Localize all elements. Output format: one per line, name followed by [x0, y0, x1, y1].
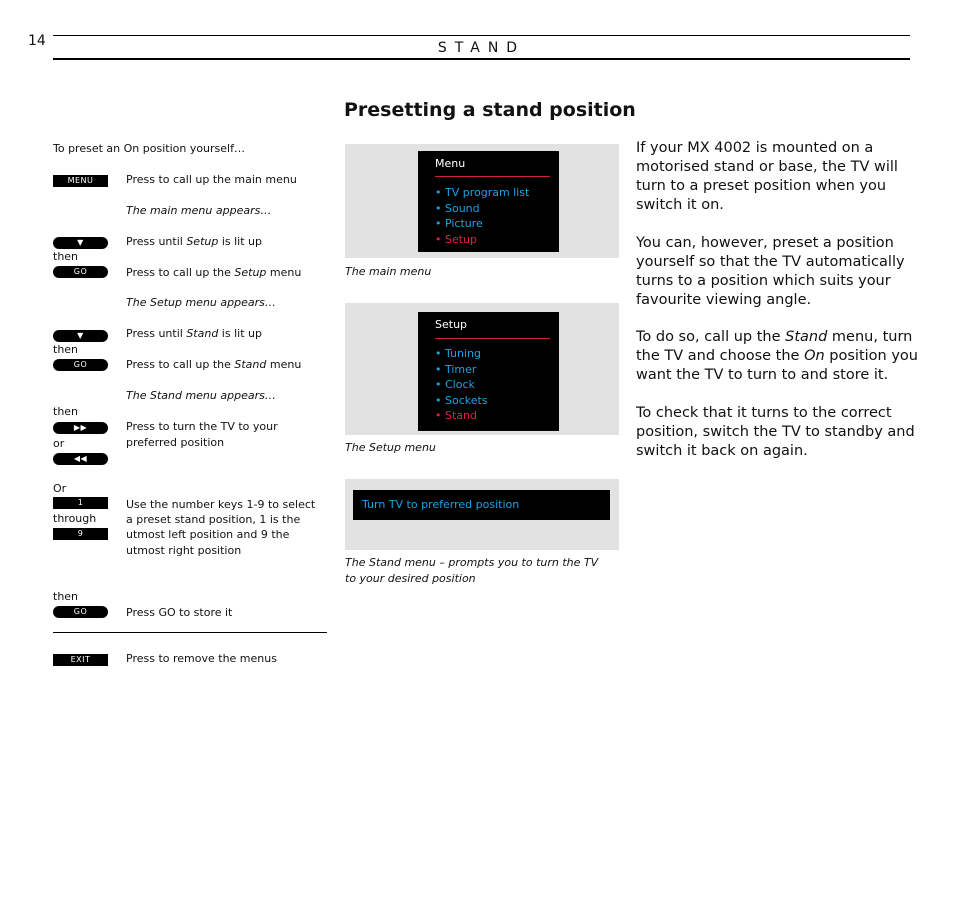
menu-item-picture: • Picture	[435, 217, 483, 231]
section-heading: Presetting a stand position	[344, 99, 636, 121]
step-divider	[53, 632, 327, 633]
number-nine-button: 9	[53, 528, 108, 540]
menu-underline	[435, 338, 550, 339]
number-one-button: 1	[53, 497, 108, 509]
step-turn-desc-2: preferred position	[126, 436, 225, 449]
step-num-desc-3: utmost left position and 9 the	[126, 528, 290, 541]
setup-menu-title: Setup	[435, 318, 468, 331]
body-paragraph-1: If your MX 4002 is mounted on a motorised stand or base, the TV will turn to a preset position when you switch it on.	[636, 140, 898, 213]
step-until-stand: Press until Stand is lit up	[126, 327, 262, 340]
stand-menu-screen	[353, 490, 610, 520]
menu-item-setup: • Setup	[435, 232, 478, 246]
step-until-setup: Press until Setup is lit up	[126, 235, 262, 248]
step-num-desc-2: a preset stand position, 1 is the	[126, 513, 301, 526]
setup-menu-list	[435, 346, 488, 424]
step-turn-desc-1: Press to turn the TV to your	[126, 420, 278, 433]
page-number: 14	[28, 33, 46, 49]
menu-item-timer: • Timer	[435, 362, 477, 376]
step-menu-desc: Press to call up the main menu	[126, 173, 297, 186]
main-menu-screen	[418, 151, 559, 252]
then-label: then	[53, 405, 79, 418]
then-label: then	[53, 343, 79, 356]
stand-menu-caption-2: to your desired position	[345, 572, 476, 585]
fast-forward-button: ▶▶	[53, 422, 108, 434]
step-stand-appears: The Stand menu appears…	[126, 389, 276, 402]
main-menu-title: Menu	[435, 157, 466, 170]
step-call-stand: Press to call up the Stand menu	[126, 358, 302, 371]
menu-button: MENU	[53, 175, 108, 187]
through-label: through	[53, 512, 97, 525]
rewind-button: ◀◀	[53, 453, 108, 465]
step-exit-desc: Press to remove the menus	[126, 652, 277, 665]
stand-menu-caption-1: The Stand menu – prompts you to turn the TV	[345, 556, 599, 569]
menu-underline	[435, 176, 550, 177]
body-paragraph-3: To do so, call up the Stand menu, turn the TV and choose the On position you want the TV to turn to and store it.	[636, 329, 918, 383]
step-num-desc-4: utmost right position	[126, 544, 242, 557]
menu-item-tv-program-list: • TV program list	[435, 186, 530, 199]
step-store-desc: Press GO to store it	[126, 606, 233, 619]
body-paragraph-2: You can, however, preset a position yourself so that the TV automatically turns to a position which suits your favourite viewing angle.	[636, 234, 905, 308]
down-arrow-button: ▼	[53, 330, 108, 342]
menu-item-clock: • Clock	[435, 378, 475, 392]
intro-text: To preset an On position yourself…	[53, 142, 245, 155]
step-setup-appears: The Setup menu appears…	[126, 296, 276, 309]
down-arrow-button: ▼	[53, 237, 108, 249]
setup-menu-screen	[418, 312, 559, 431]
body-paragraph-4: To check that it turns to the correct position, switch the TV to standby and switch it back on again.	[636, 404, 915, 459]
stand-menu-prompt: Turn TV to preferred position	[362, 498, 520, 511]
header-rule-bottom	[53, 58, 910, 60]
body-text	[636, 139, 926, 479]
step-main-appears: The main menu appears…	[126, 204, 272, 217]
setup-menu-caption: The Setup menu	[345, 441, 436, 454]
main-menu-list	[435, 185, 529, 247]
menu-item-stand: • Stand	[435, 409, 477, 423]
menu-item-tuning: • Tuning	[435, 347, 481, 360]
step-call-setup: Press to call up the Setup menu	[126, 266, 302, 279]
go-button: GO	[53, 359, 108, 371]
go-button: GO	[53, 266, 108, 278]
header-rule-top	[53, 35, 910, 36]
chapter-title: STAND	[437, 40, 526, 56]
then-label: then	[53, 590, 79, 603]
menu-item-sound: • Sound	[435, 201, 480, 215]
menu-item-sockets: • Sockets	[435, 393, 488, 407]
setup-menu-panel	[345, 303, 619, 435]
main-menu-caption: The main menu	[345, 265, 432, 278]
or-label: or	[53, 437, 65, 450]
exit-button: EXIT	[53, 654, 108, 666]
then-label: then	[53, 250, 79, 263]
or-label: Or	[53, 482, 67, 495]
step-num-desc-1: Use the number keys 1-9 to select	[126, 498, 316, 511]
stand-menu-panel	[345, 479, 619, 550]
main-menu-panel	[345, 144, 619, 258]
go-button: GO	[53, 606, 108, 618]
